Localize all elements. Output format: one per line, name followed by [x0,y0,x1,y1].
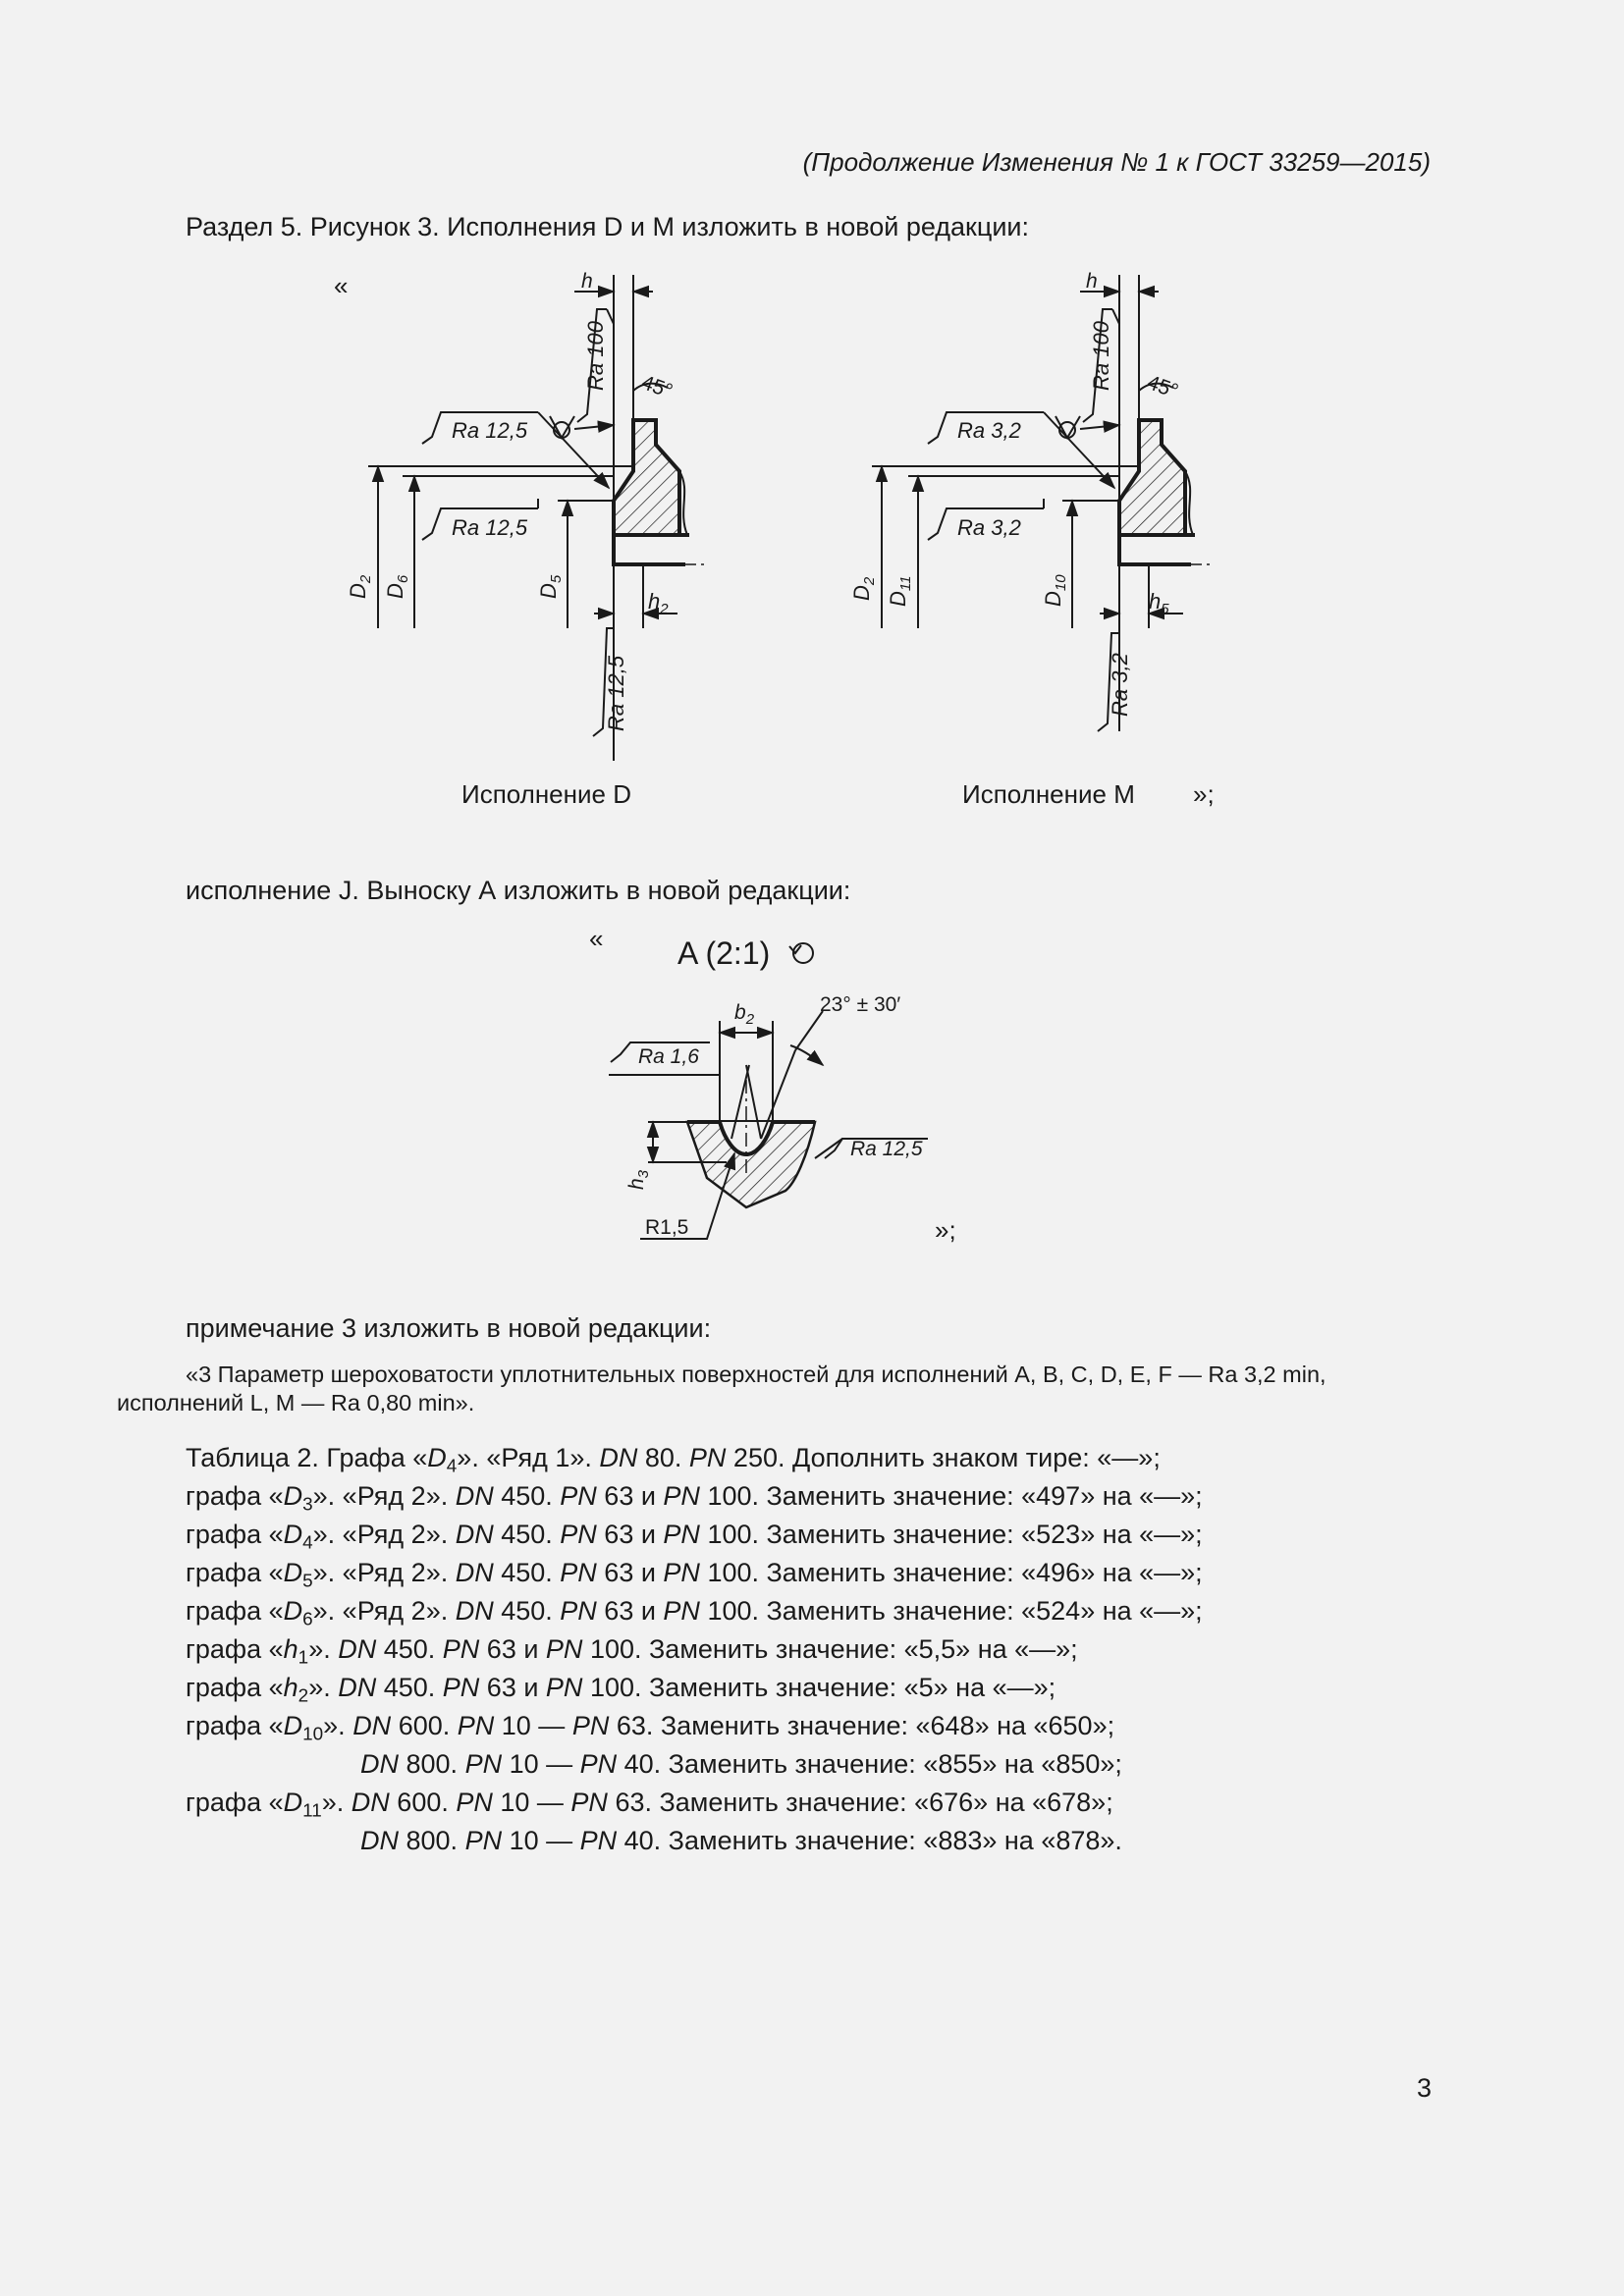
page-header: (Продолжение Изменения № 1 к ГОСТ 33259—2015) [802,147,1431,177]
table-change-line: графа «$D_3$». «Ряд 2». DN 450. PN 63 и PN 100. Заменить значение: «497» на «—»; [186,1481,1203,1516]
svg-text:D6: $D_6$ [383,574,411,599]
table-change-line: DN 800. PN 10 — PN 40. Заменить значение: «883» на «878». [360,1826,1122,1855]
svg-text:Ra 12,5: Ra 12,5 [850,1138,923,1160]
note-line-1: «3 Параметр шероховатости уплотнительных поверхностей для исполнений A, B, C, D, E, F — Ra 3,2 min, [186,1362,1326,1387]
svg-text:45°: 45° [1144,371,1182,403]
j-intro: исполнение J. Выноску А изложить в новой редакции: [186,876,851,905]
svg-text:D2: $D_2$ [849,576,878,601]
svg-text:h: h [1086,270,1098,293]
figure-open-quote: « [334,271,349,300]
page-number: 3 [1417,2073,1433,2103]
table-change-line: графа «$D_{10}$». DN 600. PN 10 — PN 63. Заменить значение: «648» на «650»; [186,1711,1115,1745]
execution-m-drawing [872,275,1213,731]
svg-text:Ra 12,5: Ra 12,5 [452,418,528,443]
svg-text:h: h [581,270,593,293]
svg-text:Ra 3,2: Ra 3,2 [957,418,1021,443]
svg-text:h3: $h_3$ [625,1169,652,1190]
svg-text:Ra 1,6: Ra 1,6 [638,1045,699,1068]
svg-text:D2: $D_2$ [346,574,374,599]
svg-text:Ra 12,5: Ra 12,5 [604,655,628,731]
table-change-line: графа «$D_6$». «Ряд 2». DN 450. PN 63 и PN 100. Заменить значение: «524» на «—»; [186,1596,1203,1630]
detail-title: A (2:1) [677,935,771,971]
table-change-line: Таблица 2. Графа «$D_4$». «Ряд 1». DN 80. PN 250. Дополнить знаком тире: «—»; [186,1443,1161,1477]
svg-text:D11: $D_{11}$ [886,575,914,607]
caption-execution-d: Исполнение D [461,779,631,809]
svg-text:h5: $h_5$ [1149,589,1169,617]
note-line-2: исполнений L, M — Ra 0,80 min». [117,1390,475,1415]
svg-text:45°: 45° [638,371,677,403]
table-changes [186,1439,1203,1860]
note-intro: примечание 3 изложить в новой редакции: [186,1313,712,1343]
table-change-line: графа «$h_1$». DN 450. PN 63 и PN 100. Заменить значение: «5,5» на «—»; [186,1634,1078,1669]
rotation-icon [789,943,813,963]
svg-text:b2: $b_2$ [734,1001,755,1028]
table-change-line: графа «$h_2$». DN 450. PN 63 и PN 100. Заменить значение: «5» на «—»; [186,1673,1056,1707]
svg-text:Ra 3,2: Ra 3,2 [1108,653,1132,717]
detail-a-labels [625,993,923,1239]
section-intro: Раздел 5. Рисунок 3. Исполнения D и M изложить в новой редакции: [186,212,1030,241]
detail-open-quote: « [589,924,604,953]
svg-text:Ra 12,5: Ra 12,5 [452,515,528,540]
detail-close-quote: »; [935,1215,956,1245]
svg-text:23° ± 30′: 23° ± 30′ [820,993,901,1016]
svg-text:D5: $D_5$ [536,574,565,599]
table-change-line: DN 800. PN 10 — PN 40. Заменить значение: «855» на «850»; [360,1749,1122,1779]
svg-text:Ra 3,2: Ra 3,2 [957,515,1021,540]
svg-text:Ra 100: Ra 100 [1089,321,1113,391]
table-change-line: графа «$D_4$». «Ряд 2». DN 450. PN 63 и PN 100. Заменить значение: «523» на «—»; [186,1520,1203,1554]
svg-text:Ra 100: Ra 100 [583,321,608,391]
caption-execution-m: Исполнение M [962,779,1135,809]
svg-text:R1,5: R1,5 [645,1216,689,1239]
table-change-line: графа «$D_5$». «Ряд 2». DN 450. PN 63 и PN 100. Заменить значение: «496» на «—»; [186,1558,1203,1592]
svg-text:h2: $h_2$ [648,589,669,617]
figure-close-quote: »; [1193,779,1215,809]
table-change-line: графа «$D_{11}$». DN 600. PN 10 — PN 63. Заменить значение: «676» на «678»; [186,1788,1113,1822]
execution-d-drawing [368,275,707,761]
svg-text:D10: $D_{10}$ [1041,574,1069,607]
